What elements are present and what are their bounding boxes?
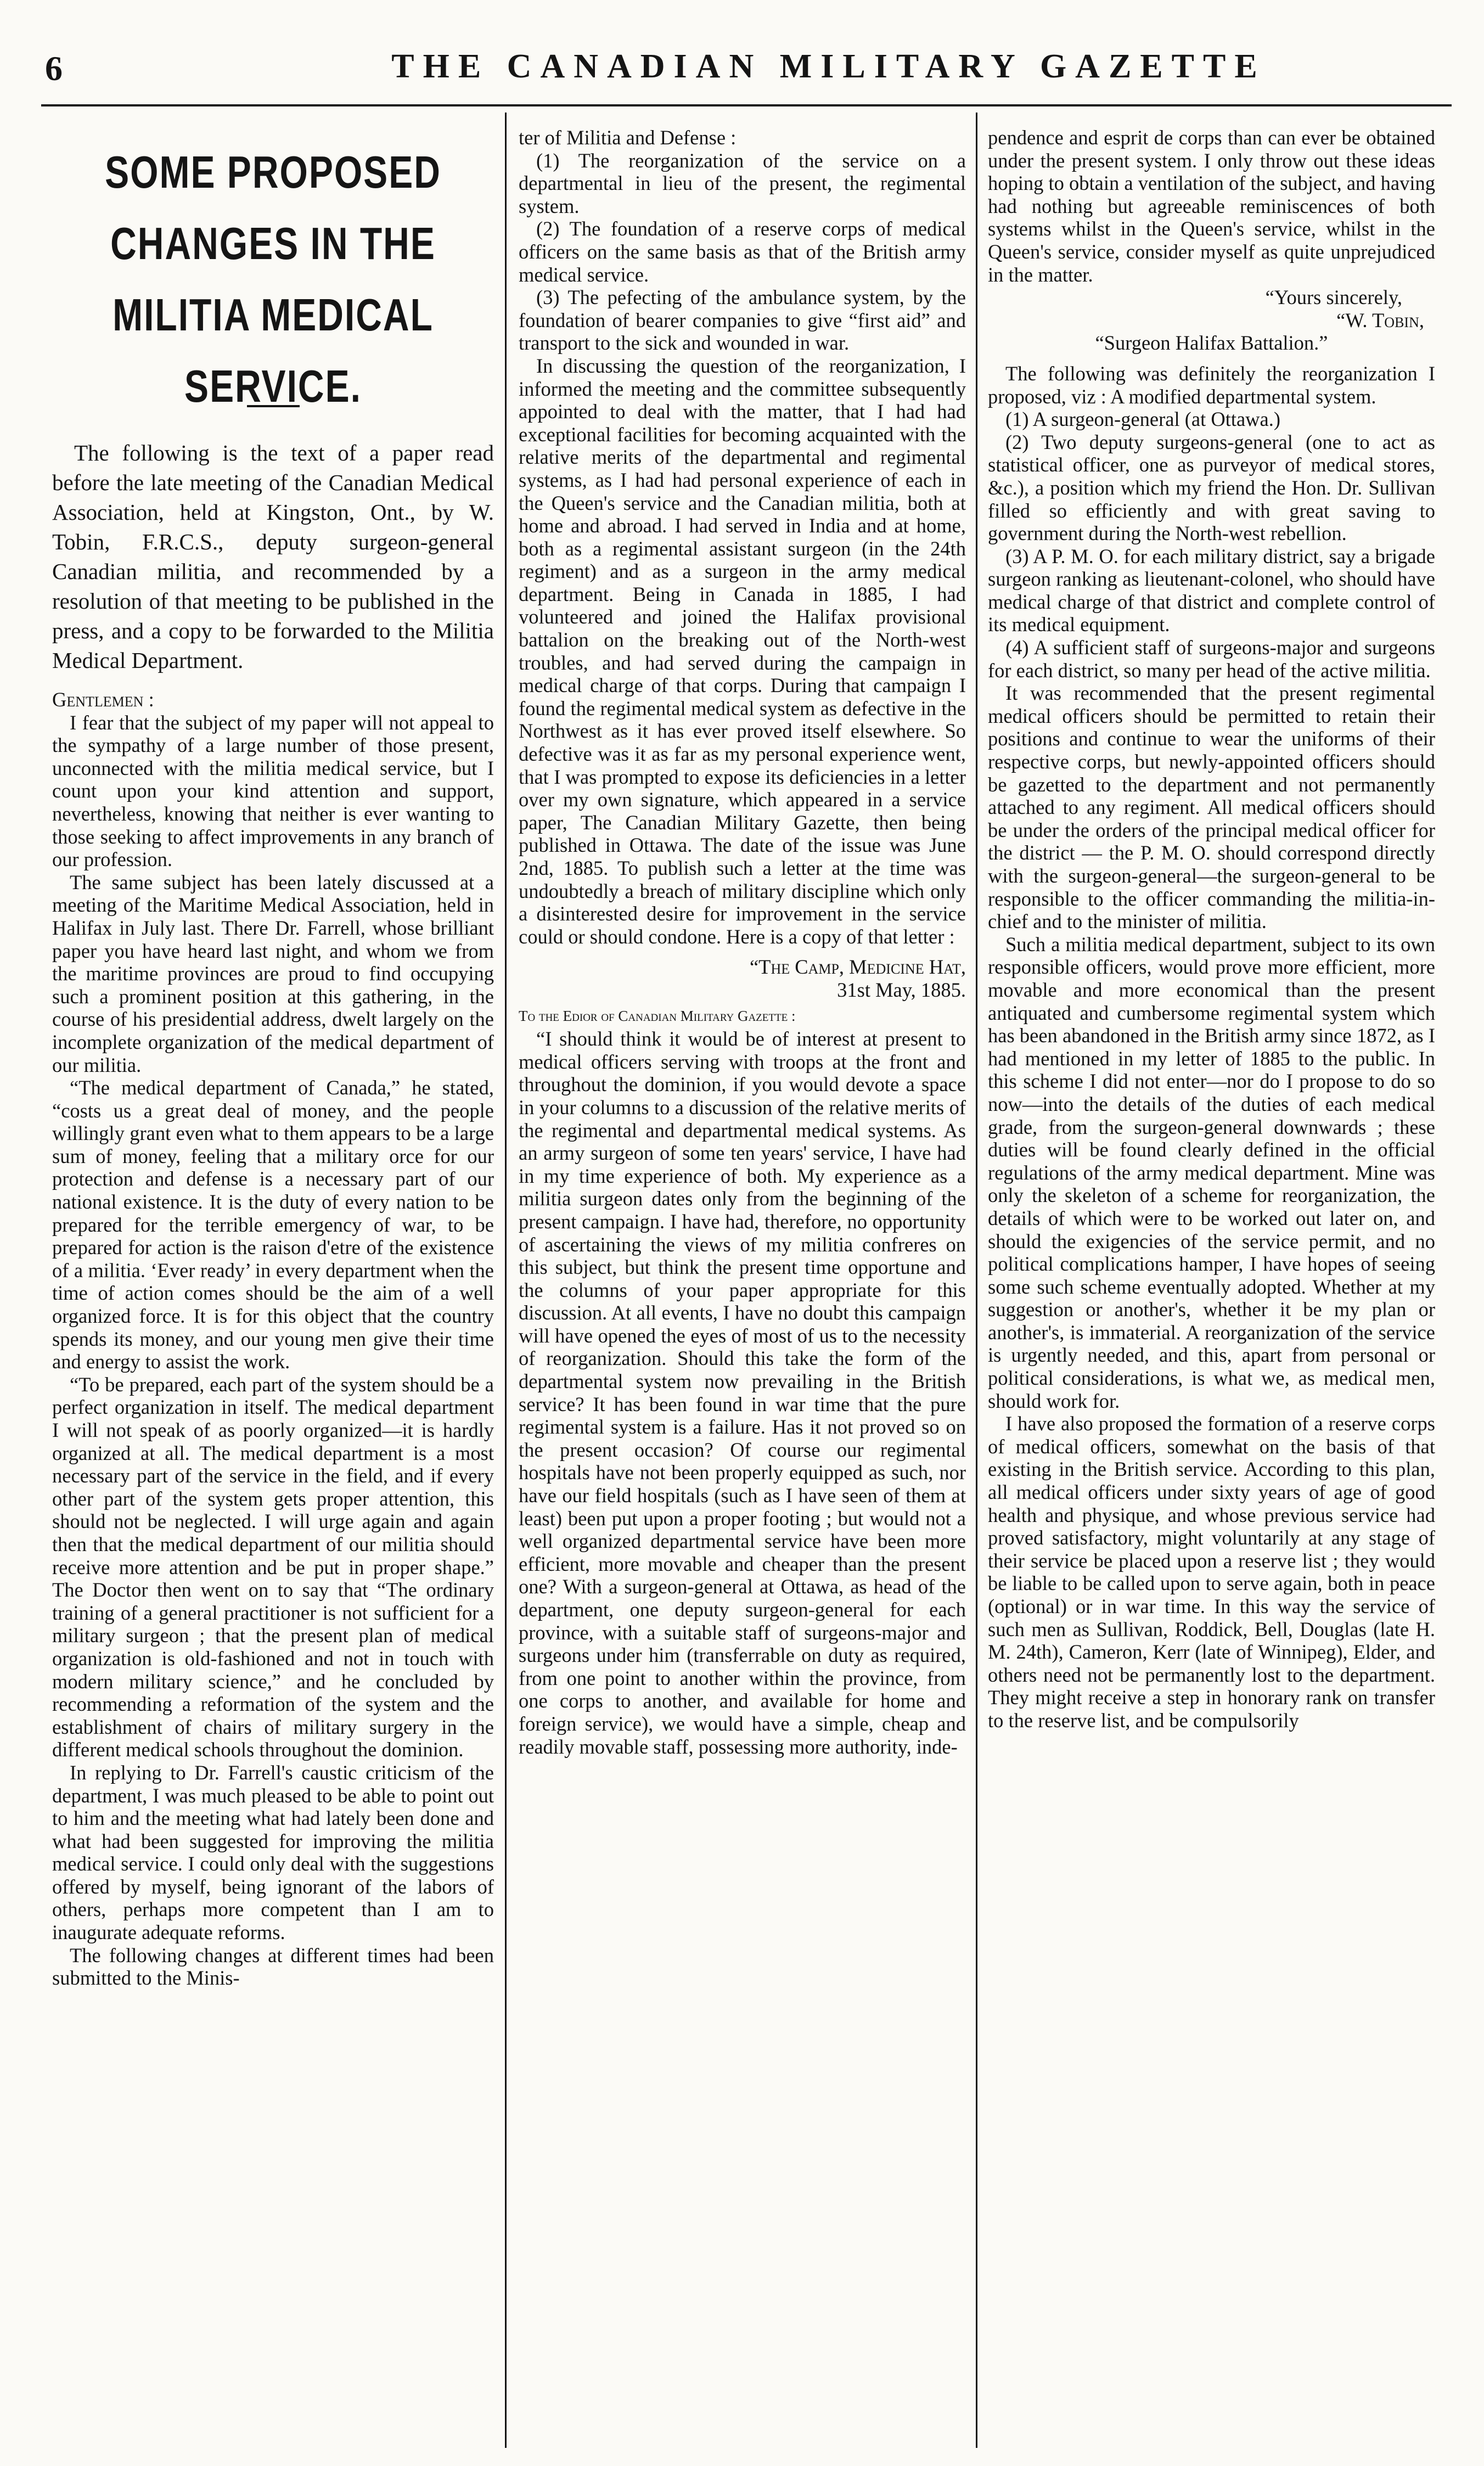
intro-paragraph: The following is the text of a paper read before the late meeting of the Canadian Medical Association, held at Kingston, Ont., by W. Tobin, F.R.C.S., deputy surgeon-general Canadian militia, and recommended by a resolution of that meeting to be published in the press, and a copy to be forwarded to the Militia Medical Department. [52, 440, 494, 673]
paragraph: In replying to Dr. Farrell's caustic criticism of the department, I was much pleased to be able to point out to him and the meeting what had lately been done and what had been suggested for improving the militia medical service. I could only deal with the suggestions offered by myself, being ignorant of the labors of others, perhaps more competent than I am to inaugurate adequate reforms. [52, 1761, 494, 1944]
paragraph: In discussing the question of the reorganization, I informed the meeting and the committee subsequently appointed to deal with the matter, that I had had exceptional facilities for becoming acquainted with the relative merits of the departmental and regimental systems, as I had had personal experience of each in the Queen's service and the Canadian militia, both at home and abroad. I had served in India and at home, both as a regimental assistant surgeon (in the 24th regiment) and as a surgeon in the army medical department. Being in Canada in 1885, I had volunteered and joined the Halifax provisional battalion on the breaking out of the North-west troubles, and had served during the campaign in medical charge of that corps. During that campaign I found the regimental medical system as defective in the Northwest as it has ever proved itself elsewhere. So defective was it as far as my personal experience went, that I was prompted to expose its deficiencies in a letter over my own signature, which appeared in a service paper, The Canadian Military Gazette, then being published in Ottawa. The date of the issue was June 2nd, 1885. To publish such a letter at the time was undoubtedly a breach of military discipline which only a disinterested desire for improvement in the service could or should condone. Here is a copy of that letter : [519, 354, 966, 948]
dateline-date: 31st May, 1885. [837, 978, 966, 1001]
column-divider-2 [976, 113, 977, 2448]
paragraph: (1) The reorganization of the service on a departmental in lieu of the present, the regimental system. [519, 149, 966, 217]
paragraph: (2) Two deputy surgeons-general (one to act as statistical officer, one as purveyor of medical stores, &c.), a position which my friend the Hon. Dr. Sullivan filled so efficiently and with great saving to government during the North-west rebellion. [988, 430, 1435, 545]
paragraph: “To be prepared, each part of the system should be a perfect organization in itself. The medical department I will not speak of as poorly organized—it is hardly organized at all. The medical department is a most necessary part of the service in the field, and if every other part of the system gets proper attention, this should not be neglected. I will urge again and again then that the medical department of our militia should receive more attention and be put in proper shape.” The Doctor then went on to say that “The ordinary training of a general practitioner is not sufficient for a military surgeon ; that the present plan of medical organization is old-fashioned and not in touch with modern military science,” and he concluded by recommending a reformation of the system and the establishment of chairs of military surgery in the different medical schools throughout the dominion. [52, 1373, 494, 1761]
paragraph: Such a militia medical department, subject to its own responsible officers, would prove more efficient, more movable and more economical than the present antiquated and cumbersome regimental system which has been abandoned in the British army since 1872, as I had mentioned in my letter of 1885 to the public. In this scheme I did not enter—nor do I propose to do so now—into the details of the duties of each medical grade, from the surgeon-general downwards ; these duties will be found clearly defined in the official regulations of the army medical department. Mine was only the skeleton of a scheme for reorganization, the details of which were to be worked out later on, and should the exigencies of the service permit, and no political complications hamper, I have hopes of seeing some such scheme eventually adopted. Whether at my suggestion or another's, whether it be my plan or another's, is immaterial. A reorganization of the service is urgently needed, and this, apart from personal or political considerations, is what we, as medical men, should work for. [988, 933, 1435, 1412]
paragraph: (4) A sufficient staff of surgeons-major and surgeons for each district, so many per head of the active militia. [988, 636, 1435, 682]
paragraph: (1) A surgeon-general (at Ottawa.) [1005, 408, 1281, 431]
paragraph: I fear that the subject of my paper will not appeal to the sympathy of a large number of those present, unconnected with the militia medical service, but I count upon your kind attention and support, nevertheless, knowing that neither is ever wanting to those seeking to affect improvements in any branch of our profession. [52, 711, 494, 871]
page-number: 6 [45, 49, 63, 88]
letter-body [519, 1027, 966, 1758]
paragraph: (3) A P. M. O. for each military district, say a brigade surgeon ranking as lieutenant-colonel, who should have medical charge of that district and complete control of its medical equipment. [988, 544, 1435, 636]
letter-signoff: “Yours sincerely, [1265, 286, 1402, 309]
letter-signature-title: “Surgeon Halifax Battalion.” [1095, 332, 1328, 355]
paragraph: The same subject has been lately discussed at a meeting of the Maritime Medical Association, held in Halifax in July last. There Dr. Farrell, whose brilliant paper you have heard last night, and whom we from the maritime provinces are proud to find occupying such a prominent position at this gathering, in the course of his presidential address, dwelt largely on the incomplete organization of the medical department of our militia. [52, 870, 494, 1076]
paragraph: “The medical department of Canada,” he stated, “costs us a great deal of money, and the people willingly grant even what to them appears to be a large sum of money, feeling that a military orce for our protection and defense is a necessary part of our national existence. It is the duty of every nation to be prepared for the terrible emergency of war, to be prepared for action is the raison d'etre of the existence of a militia. ‘Ever ready’ in every department when the time of action comes should be the aim of a well organized force. It is for this object that the country spends its money, and our young men give their time and energy to assist the work. [52, 1076, 494, 1373]
column-2 [519, 126, 966, 2444]
dateline-place: “The Camp, Medicine Hat, [749, 956, 966, 979]
article-intro [52, 438, 494, 675]
article-headline: SOME PROPOSED CHANGES IN THE MILITIA MEDICAL SERVICE. [105, 146, 441, 412]
letter-dateline [519, 956, 966, 1001]
masthead-rule [41, 104, 1452, 106]
paragraph: The following was definitely the reorganization I proposed, viz : A modified departmental system. [988, 362, 1435, 408]
letter-signature: “W. Tobin, [1336, 308, 1424, 332]
masthead: THE CANADIAN MILITARY GAZETTE [391, 48, 1266, 85]
column-1 [52, 126, 494, 2444]
column-3 [988, 126, 1435, 2444]
paragraph: “I should think it would be of interest at present to medical officers serving with troops at the front and throughout the dominion, if you would devote a space in your columns to a discussion of the relative merits of the regimental and departmental medical systems. As an army surgeon of some ten years' service, I have had in my time experience of both. My experience as a militia surgeon dates only from the beginning of the present campaign. I have had, therefore, no opportunity of ascertaining the views of my militia confreres on this subject, but think the present time opportune and the columns of your paper appropriate for this discussion. At all events, I have no doubt this campaign will have opened the eyes of most of us to the necessity of reorganization. Should this take the form of the departmental system now prevailing in the British service? It has been found in war time that the pure regimental system is a failure. Has it not proved so on the present occasion? Of course our regimental hospitals have not been properly equipped as such, nor have our field hospitals (such as I have seen of them at least) been put upon a proper footing ; but would not a well organized departmental service have been more efficient, more movable and cheaper than the present one? With a surgeon-general at Ottawa, as head of the department, one deputy surgeon-general for each province, with a suitable staff of surgeons-major and surgeons under him (transferrable on duty as required, from one point to another within the province, from one corps to another, and available for home and foreign service), we would have a simple, cheap and readily movable staff, possessing more authority, inde- [519, 1027, 966, 1758]
paragraph: I have also proposed the formation of a reserve corps of medical officers, somewhat on the basis of that existing in the British service. According to this plan, all medical officers under sixty years of age of good health and physique, and whose previous service had proved satisfactory, might voluntarily at any stage of their service be placed upon a reserve list ; they would be liable to be called upon to serve again, both in peace (optional) or in war time. In this way the service of such men as Sullivan, Roddick, Bell, Douglas (late H. M. 24th), Cameron, Kerr (late of Winnipeg), Elder, and others need not be permanently lost to the department. They might receive a step in honorary rank on transfer to the reserve list, and be compulsorily [988, 1412, 1435, 1732]
salutation: Gentlemen : [52, 688, 154, 711]
letter-address: To the Edior of Canadian Military Gazette : [519, 1007, 796, 1024]
paragraph: pendence and esprit de corps than can ever be obtained under the present system. I only throw out these ideas hoping to obtain a ventilation of the subject, and having had nothing but agreeable reminiscences of both systems whilst in the Queen's service, whilst in the Queen's service, consider myself as quite unprejudiced in the matter. [988, 126, 1435, 286]
paragraph: ter of Militia and Defense : [519, 126, 737, 149]
paragraph: It was recommended that the present regimental medical officers should be permitted to retain their positions and continue to wear the uniforms of their respective corps, but newly-appointed officers should be gazetted to the department and not permanently attached to any regiment. All medical officers should be under the orders of the principal medical officer for the district — the P. M. O. should correspond directly with the surgeon-general—the surgeon-general to be responsible to the officer commanding the militia-in-chief and to the minister of militia. [988, 682, 1435, 933]
paragraph: (2) The foundation of a reserve corps of medical officers on the same basis as that of the British army medical service. [519, 217, 966, 286]
paragraph: (3) The pefecting of the ambulance system, by the foundation of bearer companies to give “first aid” and transport to the sick and wounded in war. [519, 286, 966, 355]
column-3-continuation [988, 362, 1435, 1732]
paragraph: The following changes at different times had been submitted to the Minis- [52, 1943, 494, 1990]
column-2-body [519, 126, 966, 948]
column-divider-1 [505, 113, 507, 2448]
column-1-body [52, 711, 494, 1990]
column-3-body [988, 126, 1435, 286]
